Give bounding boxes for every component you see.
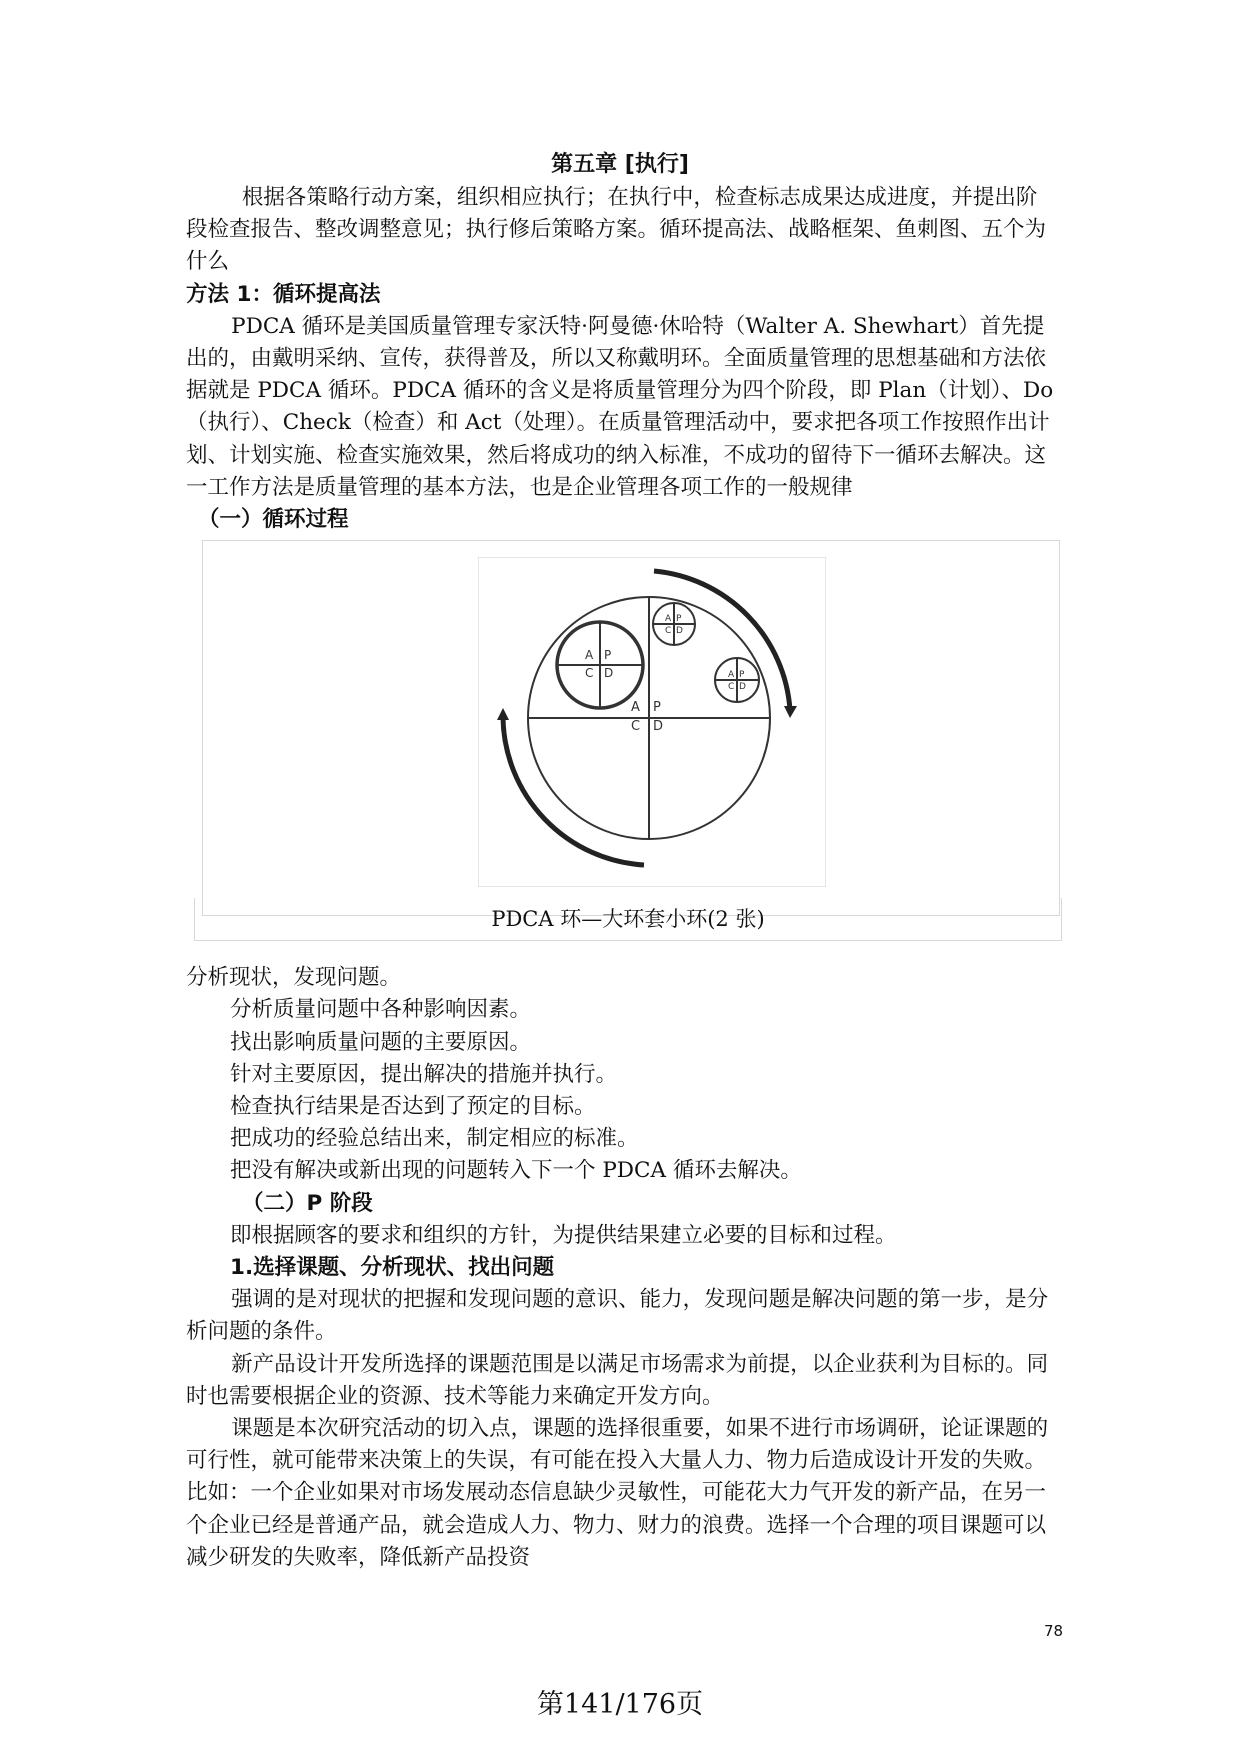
step-item: 分析现状，发现问题。	[186, 965, 402, 991]
small-cycle-2-label-c: C	[728, 682, 735, 693]
section1-heading: （一）循环过程	[198, 507, 349, 533]
medium-cycle-label-p: P	[604, 648, 612, 663]
big-cycle-label-c: C	[631, 719, 641, 735]
big-cycle-label-p: P	[653, 700, 661, 716]
arrow-head-right-icon	[784, 706, 797, 718]
medium-cycle-label-c: C	[585, 666, 594, 681]
small-cycle-2-label-a: A	[728, 670, 735, 681]
step1-heading: 1.选择课题、分析现状、找出问题	[230, 1255, 555, 1281]
pdca-diagram	[479, 558, 825, 886]
step-item: 针对主要原因，提出解决的措施并执行。	[230, 1061, 618, 1087]
figure-caption: PDCA 环—大环套小环(2 张)	[194, 898, 1062, 941]
small-cycle-1-label-c: C	[665, 626, 672, 637]
paragraph-3: 课题是本次研究活动的切入点，课题的选择很重要，如果不进行市场调研，论证课题的可行性，就可能带来决策上的失误，有可能在投入大量人力、物力后造成设计开发的失败。比如：一个企业如果对市场发展动态信息缺少灵敏性，可能花大力气开发的新产品，在另一个企业已经是普通产品，就会造成人力、物力、财力的浪费。选择一个合理的项目课题可以减少研发的失败率，降低新产品投资	[186, 1416, 1049, 1570]
pdca-diagram-frame	[478, 557, 826, 887]
small-cycle-2-label-p: P	[739, 670, 745, 681]
big-cycle-label-d: D	[653, 719, 664, 735]
section2-heading: （二）P 阶段	[242, 1190, 373, 1216]
method1-paragraph: PDCA 循环是美国质量管理专家沃特·阿曼德·休哈特（Walter A. Shewhart）首先提出的，由戴明采纳、宣传，获得普及，所以又称戴明环。全面质量管理的思想基础和方法依据就是 PDCA 循环。PDCA 循环的含义是将质量管理分为四个阶段，即 Plan（计划）、Do（执行）、Check（检查）和 Act（处理）。在质量管理活动中，要求把各项工作按照作出计划、计划实施、检查实施效果，然后将成功的纳入标准，不成功的留待下一循环去解决。这一工作方法是质量管理的基本方法，也是企业管理各项工作的一般规律	[186, 313, 1054, 500]
pdca-figure	[202, 540, 1060, 932]
paragraph-2: 新产品设计开发所选择的课题范围是以满足市场需求为前提，以企业获利为目标的。同时也需要根据企业的资源、技术等能力来确定开发方向。	[186, 1351, 1049, 1409]
big-cycle-label-a: A	[631, 700, 640, 716]
step-item: 找出影响质量问题的主要原因。	[230, 1029, 532, 1055]
small-cycle-1-label-d: D	[676, 626, 683, 637]
section2-paragraph: 即根据顾客的要求和组织的方针，为提供结果建立必要的目标和过程。	[230, 1222, 897, 1248]
intro-paragraph: 根据各策略行动方案，组织相应执行；在执行中，检查标志成果达成进度，并提出阶段检查报告、整改调整意见；执行修后策略方案。循环提高法、战略框架、鱼刺图、五个为什么	[186, 185, 1047, 275]
paragraph-1: 强调的是对现状的把握和发现问题的意识、能力，发现问题是解决问题的第一步，是分析问题的条件。	[186, 1287, 1049, 1345]
small-cycle-1-label-a: A	[665, 614, 672, 625]
step-item: 把没有解决或新出现的问题转入下一个 PDCA 循环去解决。	[230, 1158, 802, 1184]
page-footer: 第141/176页	[536, 1689, 704, 1720]
step-item: 检查执行结果是否达到了预定的目标。	[230, 1094, 596, 1120]
page-body	[186, 148, 1054, 1574]
steps-list	[186, 962, 1054, 1187]
step-item: 把成功的经验总结出来，制定相应的标准。	[230, 1126, 639, 1152]
chapter-title: 第五章 [执行]	[551, 152, 689, 177]
small-cycle-1-label-p: P	[676, 614, 682, 625]
small-cycle-2-label-d: D	[739, 682, 746, 693]
step-item: 分析质量问题中各种影响因素。	[230, 997, 532, 1023]
method1-heading: 方法 1：循环提高法	[186, 281, 381, 307]
medium-cycle-label-d: D	[604, 666, 614, 681]
page-number: 78	[1044, 1622, 1064, 1640]
medium-cycle-label-a: A	[585, 648, 594, 663]
clockwise-arrow-bottom	[503, 718, 644, 865]
arrow-head-left-icon	[497, 708, 509, 720]
